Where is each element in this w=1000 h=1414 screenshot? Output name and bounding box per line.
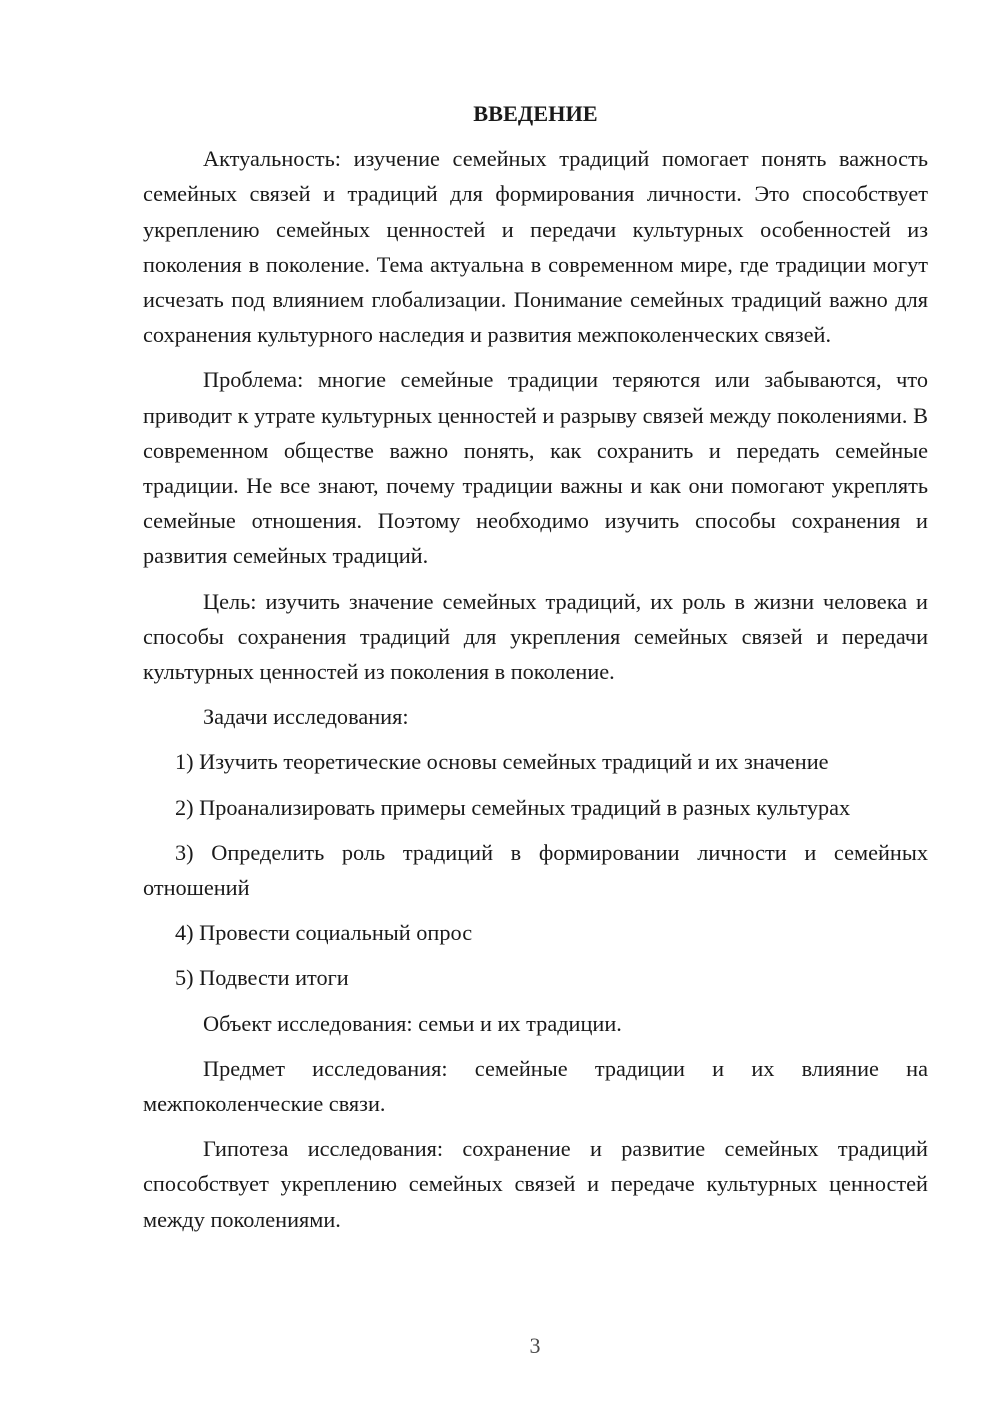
task-item-1: 1) Изучить теоретические основы семейных традиций и их значение — [175, 749, 829, 775]
task-item-4: 4) Провести социальный опрос — [175, 920, 473, 946]
tasks-heading: Задачи исследования: — [203, 704, 409, 730]
task-item-5: 5) Подвести итоги — [175, 965, 349, 991]
task-item-3: 3) Определить роль традиций в формировании личности и семейных отношений — [143, 839, 928, 901]
object-paragraph: Объект исследования: семьи и их традиции. — [203, 1010, 622, 1036]
subject-paragraph: Предмет исследования: семейные традиции и их влияние на межпоколенческие связи. — [143, 1055, 928, 1117]
hypothesis-paragraph: Гипотеза исследования: сохранение и развитие семейных традиций способствует укреплению семейных связей и передаче культурных ценностей между поколениями. — [143, 1136, 928, 1232]
page-title: ВВЕДЕНИЕ — [473, 101, 598, 126]
relevance-paragraph: Актуальность: изучение семейных традиций помогает понять важность семейных связей и традиций для формирования личности. Это способствует укреплению семейных ценностей и передачи культурных особенностей из поколения в поколение. Тема актуальна в современном мире, где традиции могут исчезать под влиянием глобализации. Понимание семейных традиций важно для сохранения культурного наследия и развития межпоколенческих связей. — [143, 146, 928, 348]
page-number: 3 — [529, 1333, 541, 1358]
task-item-2: 2) Проанализировать примеры семейных традиций в разных культурах — [175, 794, 851, 820]
problem-paragraph: Проблема: многие семейные традиции теряются или забываются, что приводит к утрате культурных ценностей и разрыву связей между поколениями. В современном обществе важно понять, как сохранить и передать семейные традиции. Не все знают, почему традиции важны и как они помогают укреплять семейные отношения. Поэтому необходимо изучить способы сохранения и развития семейных традиций. — [143, 367, 928, 569]
goal-paragraph: Цель: изучить значение семейных традиций, их роль в жизни человека и способы сохранения традиций для укрепления семейных связей и передачи культурных ценностей из поколения в поколение. — [143, 588, 928, 685]
page-content — [143, 96, 928, 1247]
